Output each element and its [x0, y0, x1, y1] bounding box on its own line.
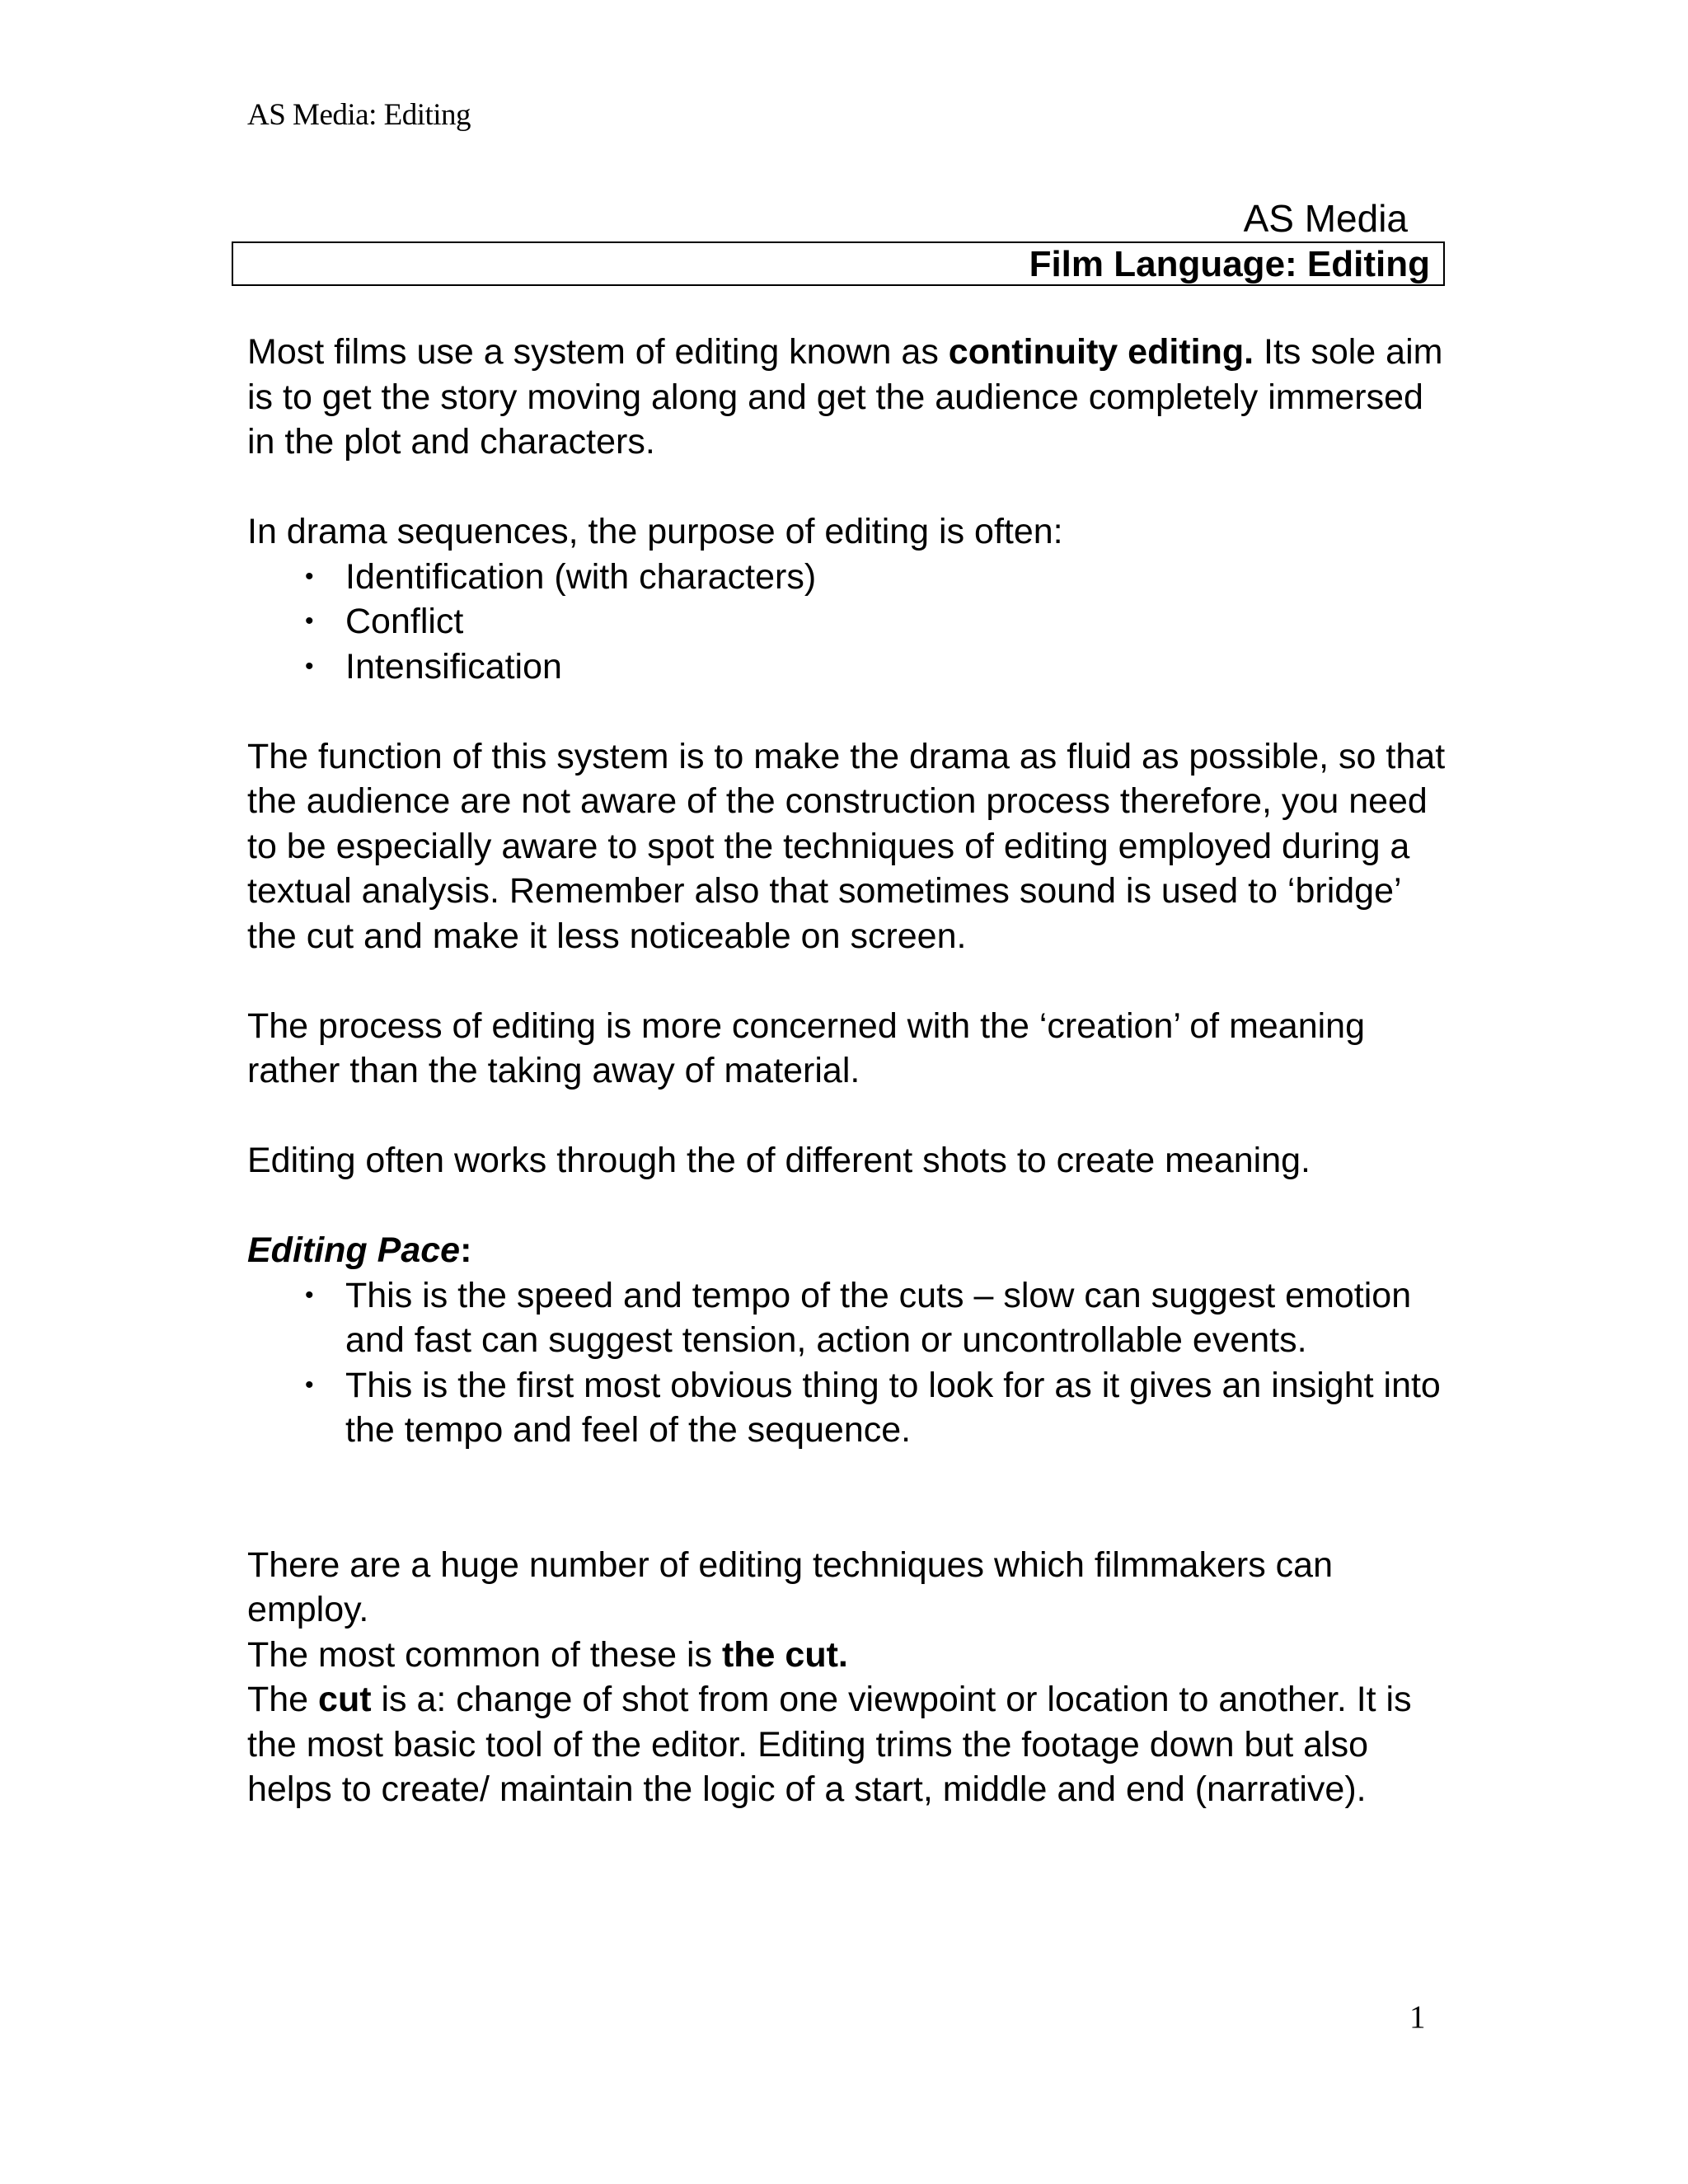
bullet-icon: •: [305, 607, 314, 635]
pace-heading-text: Editing Pace: [247, 1230, 461, 1270]
cut-term: cut: [318, 1680, 372, 1719]
page-number: 1: [1409, 1999, 1426, 2035]
bullet-icon: •: [305, 1371, 314, 1399]
intro-paragraph: [247, 330, 1451, 465]
list-item: [247, 1273, 1451, 1363]
common-technique-text: The most common of these is: [247, 1634, 722, 1675]
bullet-icon: •: [305, 1281, 314, 1309]
process-paragraph: The process of editing is more concerned with the ‘creation’ of meaning rather than the taking away of material.: [247, 1005, 1366, 1090]
intro-text-continued: Its sole aim is to get the story moving along and get the audience completely immersed in the plot and characters.: [247, 332, 1443, 462]
pace-list: [247, 1273, 1451, 1453]
pace-heading-colon: :: [460, 1230, 472, 1270]
cut-definition: [247, 1677, 1451, 1812]
drama-lead: In drama sequences, the purpose of editing is often:: [247, 512, 1063, 551]
bullet-icon: •: [305, 562, 314, 590]
running-header: AS Media: Editing: [247, 98, 471, 132]
document-title: Film Language: Editing: [1029, 244, 1430, 284]
juxtaposition-paragraph: Editing often works through the of different shots to create meaning.: [247, 1141, 1311, 1180]
list-item-text: Conflict: [345, 602, 464, 641]
title-box: [232, 241, 1445, 286]
intro-bold-term: continuity editing.: [948, 332, 1254, 372]
list-item-text: Intensification: [345, 646, 562, 687]
cut-definition-text: is a: change of shot from one viewpoint or location to another. It is the most basic tool of the editor. Editing trims the footage down but also helps to create/ maintain the logic of a start, middle and end (narrative).: [247, 1680, 1412, 1809]
document-body: [247, 330, 1451, 1812]
drama-purpose-list: [247, 555, 1451, 690]
techniques-line: There are a huge number of editing techniques which filmmakers can employ.: [247, 1544, 1333, 1629]
common-technique-bold: the cut.: [721, 1634, 848, 1675]
list-item: [247, 1363, 1451, 1453]
pace-heading: [247, 1228, 1451, 1273]
list-item-text: This is the first most obvious thing to look for as it gives an insight into the tempo and feel of the sequence.: [345, 1365, 1441, 1450]
common-technique-line: [247, 1633, 1451, 1678]
cut-definition-prefix: The: [247, 1680, 319, 1719]
intro-text: Most films use a system of editing known as: [247, 332, 949, 372]
list-item-text: Identification (with characters): [345, 556, 817, 597]
list-item-text: This is the speed and tempo of the cuts – slow can suggest emotion and fast can suggest tension, action or uncontrollable events.: [345, 1275, 1412, 1360]
list-item: [247, 599, 1451, 644]
function-paragraph: The function of this system is to make the drama as fluid as possible, so that the audience are not aware of the construction process therefore, you need to be especially aware to spot the techniques of editing employed during a textual analysis. Remember also that sometimes sound is used to ‘bridge’ the cut and make it less noticeable on screen.: [247, 736, 1446, 956]
list-item: [247, 644, 1451, 690]
bullet-icon: •: [305, 652, 314, 680]
list-item: [247, 555, 1451, 600]
subject-label: AS Media: [1243, 197, 1408, 240]
